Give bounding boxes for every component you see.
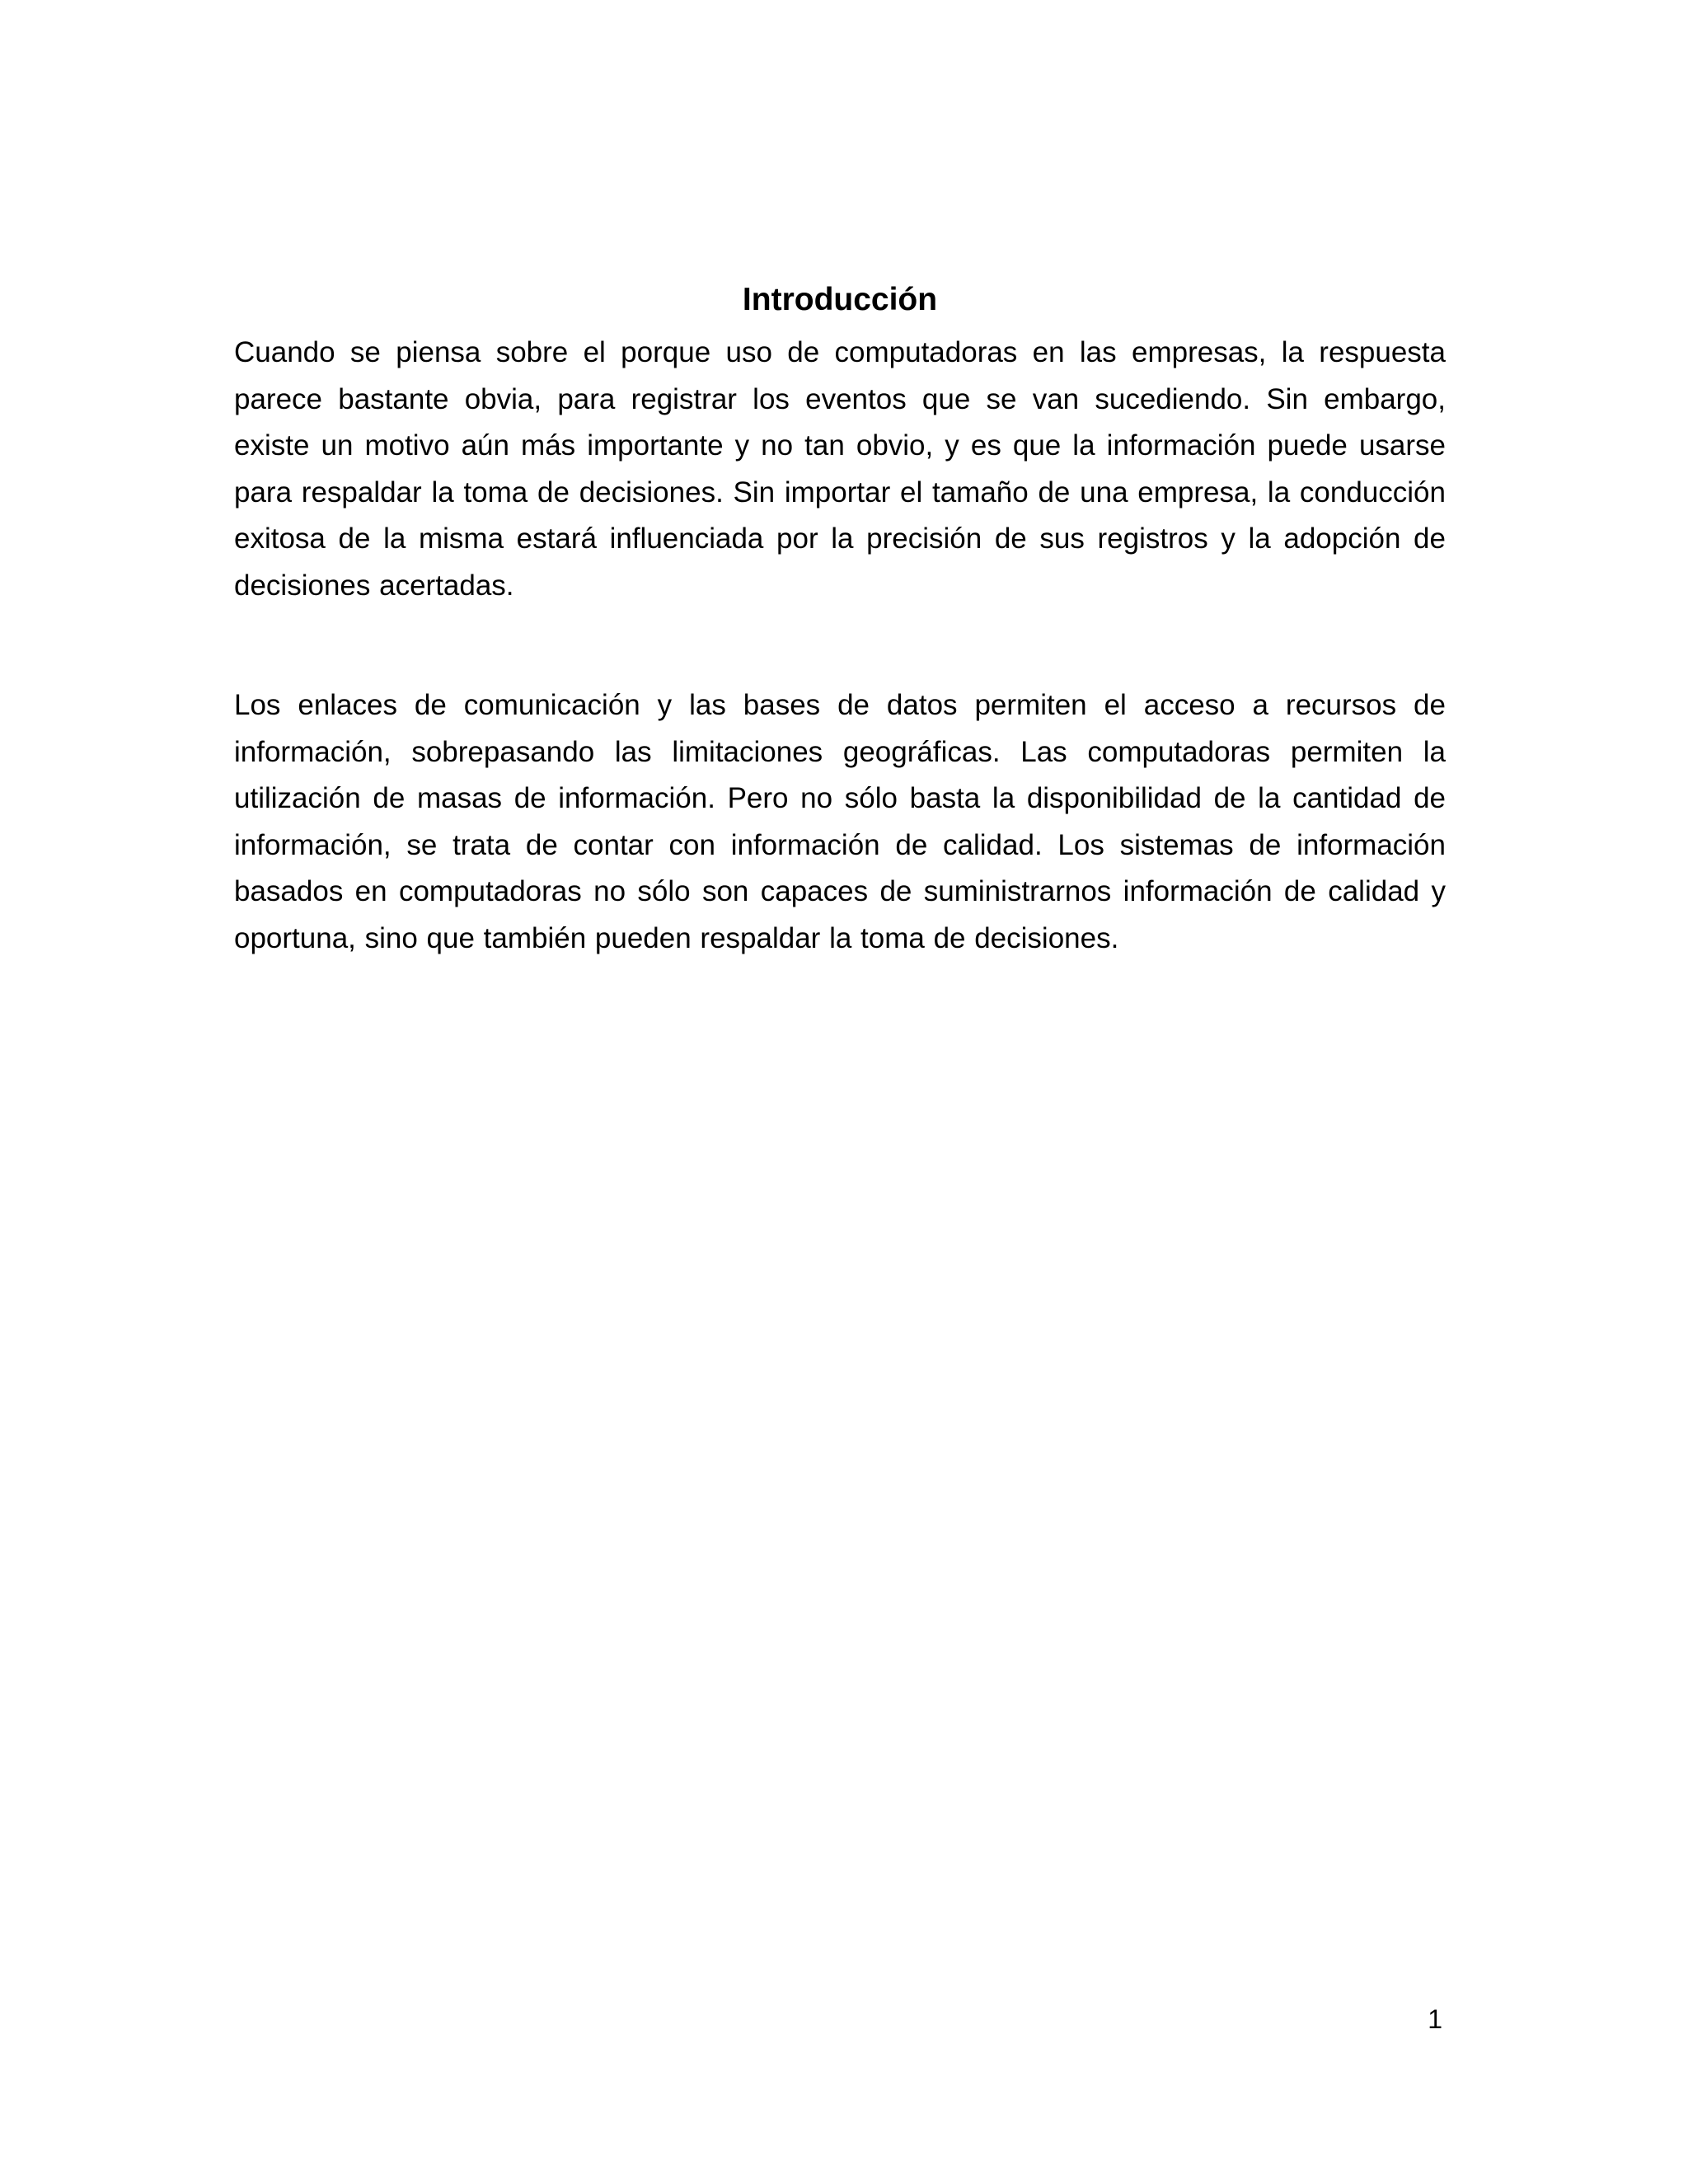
paragraph-2: Los enlaces de comunicación y las bases de datos permiten el acceso a recursos de información, sobrepasando las limitaciones geográficas. Las computadoras permiten la utilización de masas de información. Pero no sólo basta la disponibilidad de la cantidad de información, se trata de contar con información de calidad. Los sistemas de información basados en computadoras no sólo son capaces de suministrarnos información de calidad y oportuna, sino que también pueden respaldar la toma de decisiones.: [234, 689, 1446, 954]
page-content: [234, 275, 1446, 962]
page-title: Introducción: [742, 282, 938, 317]
page-number: 1: [1428, 2004, 1442, 2034]
paragraph-1: Cuando se piensa sobre el porque uso de computadoras en las empresas, la respuesta parece bastante obvia, para registrar los eventos que se van sucediendo. Sin embargo, existe un motivo aún más importante y no tan obvio, y es que la información puede usarse para respaldar la toma de decisiones. Sin importar el tamaño de una empresa, la conducción exitosa de la misma estará influenciada por la precisión de sus registros y la adopción de decisiones acertadas.: [234, 336, 1446, 602]
